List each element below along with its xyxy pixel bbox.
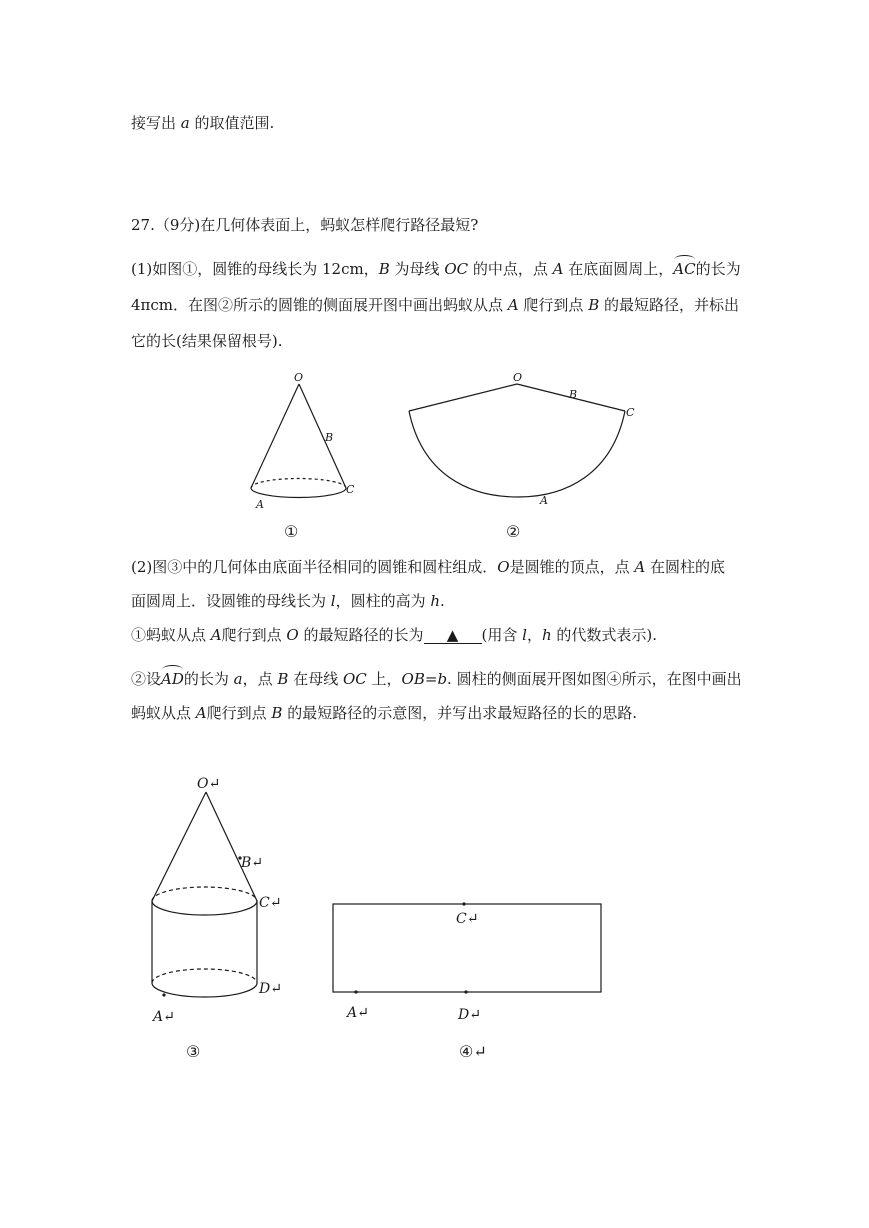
fig3-caption: ③: [186, 1042, 201, 1061]
fig2-label-b: B: [569, 388, 578, 401]
fig3-label-o: O↵: [197, 776, 221, 792]
fig1-caption: ①: [284, 522, 299, 541]
part1-line3: 它的长(结果保留根号).: [131, 332, 283, 350]
problem-title: 27.（9分)在几何体表面上，蚂蚁怎样爬行路径最短?: [131, 216, 479, 234]
figure-2-sector: [409, 384, 625, 497]
cone1-right-edge: [299, 384, 346, 488]
cone1-base-front: [251, 488, 346, 498]
fig3-point-a: [162, 993, 165, 996]
fig1-label-o: O: [294, 371, 304, 384]
fig4-point-a: [354, 990, 357, 993]
fig4-point-c: [462, 902, 465, 905]
arc-ac: AC: [673, 260, 696, 278]
cone3-right-edge: [206, 792, 257, 901]
fig1-label-b: B: [325, 431, 334, 444]
arc-ad: AD: [161, 670, 184, 688]
bottom-ellipse-back: [152, 969, 257, 983]
fig1-label-c: C: [346, 483, 355, 496]
cone1-base-back: [251, 479, 346, 489]
part2-question1: ①蚂蚁从点 A爬行到点 O 的最短路径的长为 ▲ (用含 l，h 的代数式表示).: [131, 626, 658, 644]
fig3-label-b: B↵: [241, 855, 264, 871]
part1-line1: (1)如图①，圆锥的母线长为 12cm，B 为母线 OC 的中点，点 A 在底面圆周上，AC的长为: [131, 260, 741, 278]
part2-line1: (2)图③中的几何体由底面半径相同的圆锥和圆柱组成．O是圆锥的顶点，点 A 在圆柱的底: [131, 558, 725, 576]
answer-blank: ▲: [424, 627, 482, 644]
intro-line: 接写出 a 的取值范围.: [131, 114, 275, 132]
fig4-label-a: A↵: [347, 1005, 369, 1021]
fig2-caption: ②: [506, 522, 521, 541]
fig3-label-c: C↵: [259, 895, 282, 911]
fig1-label-a: A: [256, 498, 264, 511]
top-ellipse-back: [152, 887, 257, 901]
fig4-label-d: D↵: [458, 1007, 481, 1023]
cone1-left-edge: [251, 384, 299, 488]
top-ellipse-front: [152, 901, 257, 915]
cone3-left-edge: [152, 792, 206, 901]
figure-3-cone-cylinder: [152, 792, 257, 997]
fig4-point-d: [464, 990, 467, 993]
part2-line2: 面圆周上．设圆锥的母线长为 l，圆柱的高为 h.: [131, 592, 445, 610]
sector-left-radius: [409, 384, 517, 411]
part2-question2-line1: ②设AD的长为 a，点 B 在母线 OC 上，OB=b. 圆柱的侧面展开图如图④所示，在图中画出: [131, 670, 742, 688]
fig3-label-a: A↵: [153, 1009, 175, 1025]
part1-line2: 4πcm．在图②所示的圆锥的侧面展开图中画出蚂蚁从点 A 爬行到点 B 的最短路径，并标出: [131, 296, 739, 314]
fig2-label-o: O: [513, 371, 523, 384]
fig4-label-c: C↵: [456, 911, 479, 927]
fig3-label-d: D↵: [259, 981, 282, 997]
bottom-ellipse-front: [152, 983, 257, 997]
part2-question2-line2: 蚂蚁从点 A爬行到点 B 的最短路径的示意图，并写出求最短路径的长的思路.: [131, 704, 637, 722]
fig4-caption: ④↵: [459, 1042, 487, 1061]
fig2-label-a: A: [540, 494, 548, 507]
fig2-label-c: C: [626, 406, 635, 419]
sector-arc: [409, 411, 625, 497]
